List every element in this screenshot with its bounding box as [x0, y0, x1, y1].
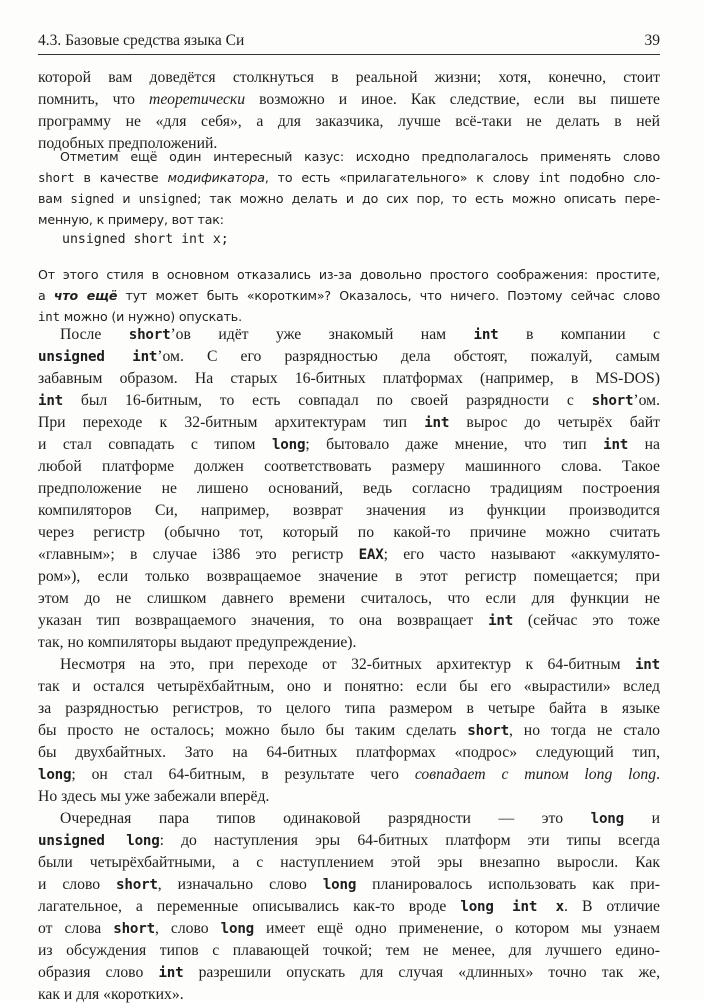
inline-code: short: [128, 327, 171, 343]
inline-code: int: [634, 657, 660, 673]
text-run: лагательное, а переменные описывались как-то вроде: [38, 898, 461, 915]
text-line: [38, 874, 660, 896]
text-run: ’ов идёт уже знакомый нам: [170, 326, 474, 343]
text-run: После: [60, 326, 129, 343]
text-run: Отметим ещё один интересный казус: исходно предполагалось применять слово: [60, 149, 660, 164]
text-run: «главным»; в случае i386 это регистр: [38, 546, 359, 563]
text-line: [38, 940, 660, 962]
inline-code: int: [603, 437, 629, 453]
text-line: [38, 146, 660, 168]
text-line: [38, 588, 660, 610]
text-run: были четырёхбайтными, а с наступлением этой эры внезапно выросли. Как: [38, 854, 660, 871]
inline-code: long int x: [460, 899, 564, 915]
text-run: и: [624, 810, 660, 827]
inline-code: int: [38, 393, 64, 409]
text-run: любой платформе должен соответствовать размеру машинного слова. Такое: [38, 458, 660, 475]
text-run: От этого стиля в основном отказались из-за довольно простого соображения: простите,: [38, 267, 660, 282]
text-run: ; бытовало даже мнение, что тип: [305, 436, 604, 453]
text-run: , слово: [154, 920, 221, 937]
text-line: [38, 544, 660, 566]
inline-code: int: [473, 327, 499, 343]
inline-code: short: [116, 877, 158, 893]
text-line: [38, 918, 660, 940]
section-title: 4.3. Базовые средства языка Си: [38, 32, 245, 49]
text-run: что ещё: [53, 288, 118, 303]
text-run: разрешили опускать для случая «длинных» точно так же,: [183, 964, 660, 981]
inline-code: int: [158, 965, 184, 981]
text-line: [38, 285, 660, 307]
text-run: теоретически: [149, 91, 246, 108]
text-run: При переходе к 32-битным архитектурам тип: [38, 414, 425, 431]
text-run: которой вам доведётся столкнуться в реальной жизни; хотя, конечно, стоит: [38, 69, 660, 86]
text-line: [38, 434, 660, 456]
text-line: [38, 390, 660, 412]
inline-code: short: [38, 170, 75, 185]
text-run: через регистр (обычно тот, который по какой-то причине можно считать: [38, 524, 660, 541]
text-line: [38, 67, 660, 89]
text-run: подобных предположений.: [38, 135, 218, 152]
text-line: [38, 808, 660, 830]
text-run: совпадает с типом long long: [414, 766, 657, 783]
inline-code: unsigned long: [38, 833, 160, 849]
inline-code: int: [38, 309, 60, 324]
text-run: можно (и нужно) опускать.: [59, 309, 242, 324]
text-line: [38, 478, 660, 500]
text-run: забавным образом. На старых 16-битных платформах (например, в MS-DOS): [38, 370, 660, 387]
text-run: подобно сло-: [560, 170, 661, 185]
text-line: [38, 346, 660, 368]
text-line: [38, 368, 660, 390]
page-number: 39: [644, 32, 660, 49]
text-run: ; так можно делать и до сих пор, то есть можно описать пере-: [197, 191, 660, 206]
text-run: (сейчас это тоже: [513, 612, 660, 629]
text-line: [38, 632, 660, 654]
text-run: помнить, что: [38, 91, 150, 108]
text-line: [38, 610, 660, 632]
text-run: Несмотря на это, при переходе от 32-битных архитектур к 64-битным: [60, 656, 635, 673]
text-run: ’ом.: [633, 392, 660, 409]
inline-code: unsigned: [138, 191, 198, 206]
text-run: был 16-битным, то есть совпадал по своей разрядности с: [63, 392, 592, 409]
inline-code: int: [538, 170, 561, 185]
text-line: [38, 764, 660, 786]
text-line: [38, 962, 660, 984]
text-run: ’ом. С его разрядностью дела обстоят, пожалуй, самым: [157, 348, 660, 365]
inline-code: short: [591, 393, 634, 409]
text-line: [38, 984, 660, 1006]
text-run: . В отличие: [564, 898, 660, 915]
text-run: и слово: [38, 876, 117, 893]
text-line: [38, 676, 660, 698]
text-line: [38, 209, 660, 231]
inline-code: short: [113, 921, 155, 937]
text-run: , но тогда не стало: [508, 722, 660, 739]
text-line: [38, 852, 660, 874]
text-run: бы двухбайтных. Зато на 64-битных платформах «подрос» следующий тип,: [38, 744, 660, 761]
text-line: [38, 500, 660, 522]
inline-code: long: [590, 811, 624, 827]
text-run: из обсуждения типов с плавающей точкой; тем не менее, для лучшего едино-: [38, 942, 660, 959]
text-run: ром»), если только возвращаемое значение в этот регистр помещается; при: [38, 568, 660, 585]
text-run: , то есть «прилагательного» к слову: [264, 170, 539, 185]
text-run: от слова: [38, 920, 114, 937]
inline-code: int: [488, 613, 514, 629]
text-run: Очередная пара типов одинаковой разрядности — это: [60, 810, 591, 827]
text-line: [38, 742, 660, 764]
inline-code: long: [38, 767, 72, 783]
text-run: предположение не лишено оснований, ведь согласно традициям построения: [38, 480, 660, 497]
inline-code: signed: [70, 191, 115, 206]
text-run: этом до не слишком давнего времени считалось, что если для функции не: [38, 590, 660, 607]
text-line: [38, 167, 660, 189]
text-line: [38, 896, 660, 918]
text-run: за разрядностью регистров, то целого типа размером в четыре байта в языке: [38, 700, 660, 717]
text-run: , изначально слово: [157, 876, 323, 893]
text-run: ; он стал 64-битным, в результате чего: [71, 766, 415, 783]
text-line: [38, 522, 660, 544]
text-line: [38, 786, 660, 808]
text-run: так, но компиляторы выдают предупреждение).: [38, 634, 357, 651]
text-line: [38, 830, 660, 852]
text-run: указан тип возвращаемого значения, то она возвращает: [38, 612, 489, 629]
text-run: программу не «для себя», а для заказчика, лучше всё-таки не делать в ней: [38, 113, 660, 130]
text-run: в качестве: [74, 170, 168, 185]
text-run: планировалось использовать как при-: [356, 876, 660, 893]
inline-code: int: [424, 415, 450, 431]
text-run: в компании с: [498, 326, 660, 343]
text-line: [38, 324, 660, 346]
inline-code: short: [467, 723, 509, 739]
text-run: а: [38, 288, 54, 303]
text-line: [38, 720, 660, 742]
text-run: компиляторов Си, например, возврат значения из функции производится: [38, 502, 660, 519]
text-line: [38, 456, 660, 478]
text-run: образия слово: [38, 964, 159, 981]
text-line: [38, 698, 660, 720]
text-run: на: [628, 436, 660, 453]
inline-code: long: [271, 437, 306, 453]
text-run: .: [656, 766, 660, 783]
text-line: [38, 654, 660, 676]
inline-code: EAX: [358, 547, 384, 563]
text-run: тут может быть «коротким»? Оказалось, что ничего. Поэтому сейчас слово: [117, 288, 661, 303]
text-run: вырос до четырёх байт: [449, 414, 660, 431]
text-run: как и для «коротких».: [38, 986, 184, 1003]
inline-code: long: [322, 877, 357, 893]
inline-code: unsigned int: [38, 349, 158, 365]
text-line: [38, 111, 660, 133]
text-line: [38, 264, 660, 286]
text-run: и стал совпадать с типом: [38, 436, 272, 453]
text-run: Но здесь мы уже забежали вперёд.: [38, 788, 270, 805]
text-line: [38, 412, 660, 434]
inline-code: long: [220, 921, 255, 937]
text-line: [38, 566, 660, 588]
running-header: [38, 30, 660, 55]
text-run: бы просто не осталось; можно было бы таким сделать: [38, 722, 468, 739]
code-example: unsigned short int x;: [62, 232, 229, 247]
text-line: [38, 188, 660, 210]
text-run: : до наступления эры 64-битных платформ эти типы всегда: [159, 832, 660, 849]
text-run: возможно и иное. Как следствие, если вы пишете: [245, 91, 660, 108]
text-run: имеет ещё одно применение, о котором мы узнаем: [254, 920, 660, 937]
text-run: менную, к примеру, вот так:: [38, 212, 224, 227]
text-run: вам: [38, 191, 71, 206]
text-run: и: [114, 191, 139, 206]
text-run: ; его часто называют «аккумулято-: [383, 546, 660, 563]
text-run: так и остался четырёхбайтным, оно и понятно: если бы его «вырастили» вслед: [38, 678, 660, 695]
text-run: модификатора: [167, 170, 265, 185]
text-line: [38, 89, 660, 111]
